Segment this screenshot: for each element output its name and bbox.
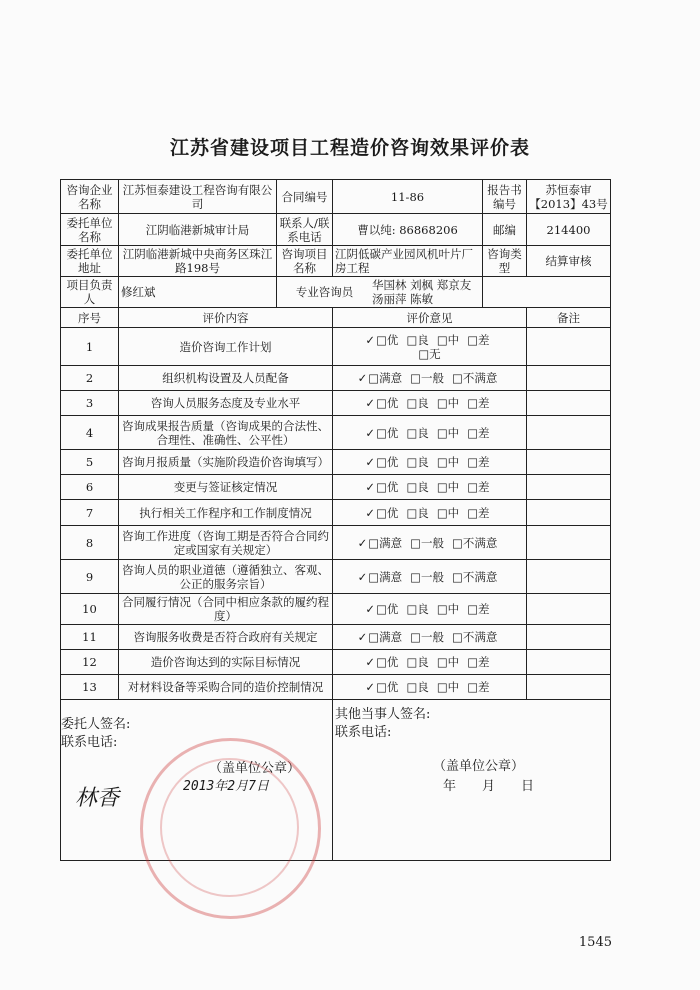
checkbox-option[interactable]: □良: [406, 505, 429, 520]
checkbox-option[interactable]: □中: [436, 425, 460, 440]
row-remark: [527, 560, 611, 594]
checkbox-option[interactable]: □满意: [368, 569, 403, 584]
staff-label: 专业咨询员: [295, 285, 354, 299]
row-number: 2: [61, 366, 119, 391]
checkbox-option[interactable]: □中: [436, 680, 460, 694]
row-number: 12: [61, 650, 119, 675]
client-addr: 江阴临港新城中央商务区珠江路198号: [119, 246, 277, 277]
checkbox-option[interactable]: □中: [436, 655, 460, 669]
checkbox-option[interactable]: □一般: [410, 630, 444, 644]
row-remark: [527, 500, 611, 526]
row-content: 咨询人员服务态度及专业水平: [119, 391, 333, 416]
checkmark-icon: ✓: [365, 505, 376, 520]
row-opinion: [333, 450, 527, 475]
zip: 214400: [527, 214, 611, 246]
checkbox-option[interactable]: □差: [467, 602, 490, 616]
checkbox-option[interactable]: □不满意: [452, 535, 498, 550]
row-content: 对材料设备等采购合同的造价控制情况: [119, 675, 333, 700]
row-number: 1: [61, 328, 119, 366]
checkbox-option[interactable]: □差: [467, 455, 490, 469]
row-opinion: [333, 625, 527, 650]
report-no: 苏恒泰审【2013】43号: [527, 180, 611, 214]
leader-label: 项目负责人: [61, 277, 119, 308]
checkbox-option[interactable]: □良: [406, 655, 429, 669]
checkmark-icon: ✓: [365, 425, 376, 440]
checkbox-option[interactable]: □不满意: [452, 569, 498, 584]
col-opinion: 评价意见: [333, 308, 527, 328]
row-opinion: [333, 416, 527, 450]
other-seal-note: （盖单位公章）: [433, 759, 525, 774]
checkbox-option[interactable]: □不满意: [452, 630, 498, 644]
table-row: [61, 391, 611, 416]
client-phone-label: 联系电话:: [61, 735, 118, 750]
form-title: 江苏省建设项目工程造价咨询效果评价表: [169, 137, 530, 159]
checkbox-option[interactable]: □优: [376, 425, 399, 440]
checkbox-option[interactable]: □良: [406, 455, 429, 469]
row-content: 咨询成果报告质量（咨询成果的合法性、合理性、准确性、公平性）: [119, 416, 333, 450]
seal-stamp-inner: [160, 758, 299, 897]
client-handwritten-signature: 林香: [75, 786, 120, 811]
checkbox-option[interactable]: □差: [467, 396, 490, 410]
checkbox-option[interactable]: □差: [467, 480, 490, 494]
checkbox-option[interactable]: □优: [376, 680, 399, 694]
evaluation-form: [60, 179, 611, 861]
row-number: 3: [61, 391, 119, 416]
checkbox-option[interactable]: □中: [436, 332, 460, 347]
row-number: 11: [61, 625, 119, 650]
row-remark: [527, 416, 611, 450]
checkmark-icon: ✓: [357, 535, 368, 550]
checkbox-option[interactable]: □一般: [410, 569, 444, 584]
leader: 修红斌: [119, 277, 277, 308]
row-number: 8: [61, 526, 119, 560]
checkbox-option[interactable]: □差: [467, 505, 490, 520]
checkmark-icon: ✓: [357, 569, 368, 584]
row-opinion: [333, 675, 527, 700]
row-opinion: [333, 560, 527, 594]
report-no-label: 报告书编号: [483, 180, 527, 214]
contact: 曹以纯: 86868206: [333, 214, 483, 246]
row-remark: [527, 526, 611, 560]
checkbox-option[interactable]: □优: [376, 480, 399, 494]
row-remark: [527, 450, 611, 475]
other-date: 年 月 日: [443, 779, 535, 794]
checkbox-option[interactable]: □良: [406, 396, 429, 410]
checkbox-option[interactable]: □优: [376, 332, 399, 347]
row-content: 组织机构设置及人员配备: [119, 366, 333, 391]
checkbox-option[interactable]: □优: [376, 602, 399, 616]
row-content: 变更与签证核定情况: [119, 475, 333, 500]
row-content: 咨询工作进度（咨询工期是否符合合同约定或国家有关规定）: [119, 526, 333, 560]
row-remark: [527, 366, 611, 391]
checkbox-option[interactable]: □一般: [410, 535, 444, 550]
row-number: 4: [61, 416, 119, 450]
checkbox-option[interactable]: □中: [436, 396, 460, 410]
table-row: [61, 560, 611, 594]
row-content: 造价咨询达到的实际目标情况: [119, 650, 333, 675]
checkmark-icon: ✓: [365, 602, 376, 616]
project-label: 咨询项目名称: [277, 246, 333, 277]
checkmark-icon: ✓: [365, 480, 376, 494]
row-number: 13: [61, 675, 119, 700]
table-row: [61, 366, 611, 391]
table-row: [61, 328, 611, 366]
row-content: 咨询人员的职业道德（遵循独立、客观、公正的服务宗旨）: [119, 560, 333, 594]
row-remark: [527, 594, 611, 625]
staff-empty: [483, 277, 611, 308]
row-opinion: [333, 650, 527, 675]
checkbox-option[interactable]: □差: [467, 680, 490, 694]
table-row: [61, 594, 611, 625]
checkbox-option[interactable]: □满意: [368, 371, 403, 385]
checkbox-option[interactable]: □无: [418, 346, 441, 361]
page-number: 1545: [578, 935, 612, 950]
checkmark-icon: ✓: [365, 455, 376, 469]
client-seal-note: （盖单位公章）: [209, 761, 301, 776]
checkbox-option[interactable]: □满意: [368, 535, 403, 550]
other-signature-cell: [333, 700, 611, 861]
row-opinion: [333, 500, 527, 526]
row-opinion: [333, 526, 527, 560]
client: 江阴临港新城审计局: [119, 214, 277, 246]
col-no: 序号: [61, 308, 119, 328]
other-sign-label: 其他当事人签名:: [335, 707, 431, 722]
client-date: 2013年2月7日: [183, 779, 269, 794]
checkbox-option[interactable]: □优: [376, 396, 399, 410]
client-label: 委托单位名称: [61, 214, 119, 246]
row-number: 9: [61, 560, 119, 594]
row-opinion: [333, 366, 527, 391]
client-addr-label: 委托单位地址: [61, 246, 119, 277]
col-content: 评价内容: [119, 308, 333, 328]
row-content: 执行相关工作程序和工作制度情况: [119, 500, 333, 526]
contract-no-label: 合同编号: [277, 180, 333, 214]
checkbox-option[interactable]: □优: [376, 505, 399, 520]
table-row: [61, 500, 611, 526]
row-opinion: [333, 594, 527, 625]
row-remark: [527, 625, 611, 650]
table-row: [61, 650, 611, 675]
checkmark-icon: ✓: [357, 371, 368, 385]
checkbox-option[interactable]: □良: [406, 480, 429, 494]
type-label: 咨询类型: [483, 246, 527, 277]
table-row: [61, 450, 611, 475]
checkbox-option[interactable]: □优: [376, 455, 399, 469]
checkbox-option[interactable]: □中: [436, 480, 460, 494]
row-remark: [527, 675, 611, 700]
checkbox-option[interactable]: □中: [436, 602, 460, 616]
row-number: 6: [61, 475, 119, 500]
checkmark-icon: ✓: [365, 332, 376, 347]
contract-no: 11-86: [333, 180, 483, 214]
row-opinion: [333, 475, 527, 500]
table-row: [61, 475, 611, 500]
checkbox-option[interactable]: □差: [467, 332, 490, 347]
checkbox-option[interactable]: □中: [436, 455, 460, 469]
row-content: 咨询服务收费是否符合政府有关规定: [119, 625, 333, 650]
table-row: [61, 675, 611, 700]
consult-company: 江苏恒泰建设工程咨询有限公司: [119, 180, 277, 214]
checkmark-icon: ✓: [365, 680, 376, 694]
checkmark-icon: ✓: [357, 630, 368, 644]
checkbox-option[interactable]: □优: [376, 655, 399, 669]
checkbox-option[interactable]: □良: [406, 332, 429, 347]
zip-label: 邮编: [483, 214, 527, 246]
checkbox-option[interactable]: □良: [406, 680, 429, 694]
type: 结算审核: [527, 246, 611, 277]
row-remark: [527, 328, 611, 366]
row-content: 咨询月报质量（实施阶段造价咨询填写）: [119, 450, 333, 475]
row-number: 10: [61, 594, 119, 625]
staff: 华国林 刘枫 郑京友 汤丽萍 陈敏: [372, 278, 472, 306]
consult-company-label: 咨询企业名称: [61, 180, 119, 214]
row-content: 造价咨询工作计划: [119, 328, 333, 366]
checkbox-option[interactable]: □良: [406, 425, 429, 440]
other-phone-label: 联系电话:: [335, 725, 392, 740]
row-remark: [527, 475, 611, 500]
row-opinion: [333, 391, 527, 416]
row-opinion: [333, 328, 527, 366]
checkbox-option[interactable]: □不满意: [452, 371, 498, 385]
row-content: 合同履行情况（合同中相应条款的履约程度）: [119, 594, 333, 625]
checkmark-icon: ✓: [365, 655, 376, 669]
checkbox-option[interactable]: □良: [406, 602, 429, 616]
checkmark-icon: ✓: [365, 396, 376, 410]
table-row: [61, 416, 611, 450]
checkbox-option[interactable]: □中: [436, 505, 460, 520]
row-number: 7: [61, 500, 119, 526]
client-sign-label: 委托人签名:: [61, 717, 131, 732]
col-remark: 备注: [527, 308, 611, 328]
checkbox-option[interactable]: □差: [467, 425, 490, 440]
contact-label: 联系人/联系电话: [277, 214, 333, 246]
row-remark: [527, 391, 611, 416]
project: 江阴低碳产业园风机叶片厂房工程: [333, 246, 483, 277]
checkbox-option[interactable]: □满意: [368, 630, 403, 644]
checkbox-option[interactable]: □一般: [410, 371, 444, 385]
table-row: [61, 625, 611, 650]
row-number: 5: [61, 450, 119, 475]
checkbox-option[interactable]: □差: [467, 655, 490, 669]
table-row: [61, 526, 611, 560]
row-remark: [527, 650, 611, 675]
